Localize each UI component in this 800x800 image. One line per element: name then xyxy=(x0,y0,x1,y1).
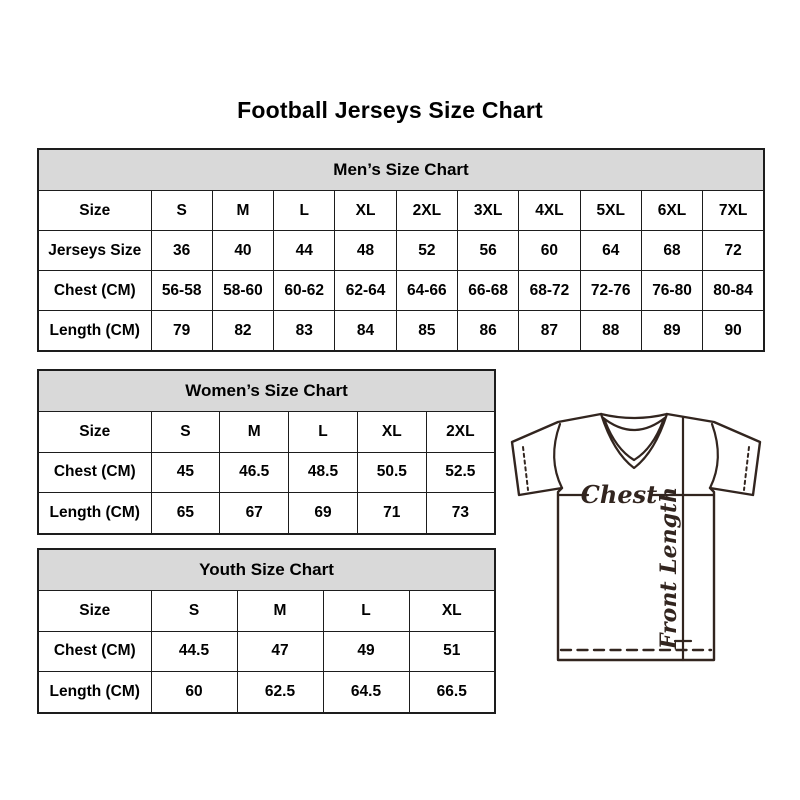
youth-size-chart-table xyxy=(37,548,496,714)
table-cell: 88 xyxy=(580,311,641,352)
table-cell: 79 xyxy=(151,311,212,352)
row-label: Length (CM) xyxy=(38,672,151,713)
table-cell: 49 xyxy=(323,631,409,672)
table-cell: 40 xyxy=(212,231,273,271)
table-cell: 45 xyxy=(151,452,220,493)
front-length-measure-label: Front Length xyxy=(656,486,682,650)
table-cell: S xyxy=(151,191,212,231)
row-label: Size xyxy=(38,412,151,453)
table-cell: 66-68 xyxy=(457,271,518,311)
table-cell: 76-80 xyxy=(641,271,702,311)
table-cell: 7XL xyxy=(703,191,764,231)
table-cell: 3XL xyxy=(457,191,518,231)
table-cell: 60-62 xyxy=(274,271,335,311)
table-cell: 85 xyxy=(396,311,457,352)
table-cell: 51 xyxy=(409,631,495,672)
left-armhole-seam xyxy=(554,424,562,488)
table-row xyxy=(38,631,495,672)
table-cell: 64-66 xyxy=(396,271,457,311)
right-armhole-seam xyxy=(710,424,718,488)
table-cell: 83 xyxy=(274,311,335,352)
table-row xyxy=(38,231,764,271)
jersey-measurement-diagram xyxy=(504,396,776,672)
table-cell: 52.5 xyxy=(426,452,495,493)
table-cell: 68-72 xyxy=(519,271,580,311)
womens-size-chart-table xyxy=(37,369,496,535)
table-cell: 44.5 xyxy=(151,631,237,672)
table-cell: 48.5 xyxy=(289,452,358,493)
table-cell: 6XL xyxy=(641,191,702,231)
row-label: Length (CM) xyxy=(38,311,151,352)
table-cell: 50.5 xyxy=(357,452,426,493)
row-label: Chest (CM) xyxy=(38,631,151,672)
table-cell: 62.5 xyxy=(237,672,323,713)
table-header-row xyxy=(38,370,495,412)
table-cell: 62-64 xyxy=(335,271,396,311)
row-label: Chest (CM) xyxy=(38,271,151,311)
table-header-row xyxy=(38,549,495,591)
table-cell: 82 xyxy=(212,311,273,352)
row-label: Size xyxy=(38,191,151,231)
table-cell: 66.5 xyxy=(409,672,495,713)
table-cell: 73 xyxy=(426,493,495,534)
table-cell: 64.5 xyxy=(323,672,409,713)
table-title: Women’s Size Chart xyxy=(38,370,495,412)
table-cell: 71 xyxy=(357,493,426,534)
table-cell: 65 xyxy=(151,493,220,534)
table-cell: L xyxy=(289,412,358,453)
table-cell: 86 xyxy=(457,311,518,352)
row-label: Chest (CM) xyxy=(38,452,151,493)
table-cell: 56 xyxy=(457,231,518,271)
table-cell: M xyxy=(237,591,323,632)
table-cell: 5XL xyxy=(580,191,641,231)
table-cell: 68 xyxy=(641,231,702,271)
table-cell: 72-76 xyxy=(580,271,641,311)
table-cell: 64 xyxy=(580,231,641,271)
table-cell: 60 xyxy=(151,672,237,713)
table-cell: L xyxy=(323,591,409,632)
table-row xyxy=(38,672,495,713)
left-cuff-stitch xyxy=(523,447,528,490)
table-cell: L xyxy=(274,191,335,231)
row-label: Size xyxy=(38,591,151,632)
table-cell: 4XL xyxy=(519,191,580,231)
table-cell: 72 xyxy=(703,231,764,271)
table-title: Youth Size Chart xyxy=(38,549,495,591)
table-cell: 67 xyxy=(220,493,289,534)
table-cell: M xyxy=(212,191,273,231)
table-cell: 80-84 xyxy=(703,271,764,311)
jersey-outline xyxy=(512,414,760,660)
row-label: Length (CM) xyxy=(38,493,151,534)
mens-size-chart-table xyxy=(37,148,765,352)
table-cell: 89 xyxy=(641,311,702,352)
right-cuff-stitch xyxy=(744,447,749,490)
table-row xyxy=(38,591,495,632)
table-row xyxy=(38,493,495,534)
table-row xyxy=(38,452,495,493)
table-row xyxy=(38,271,764,311)
table-cell: 47 xyxy=(237,631,323,672)
table-row xyxy=(38,412,495,453)
table-cell: 84 xyxy=(335,311,396,352)
table-cell: 44 xyxy=(274,231,335,271)
table-cell: XL xyxy=(357,412,426,453)
jersey-collar xyxy=(601,414,667,468)
table-cell: 2XL xyxy=(426,412,495,453)
table-cell: 58-60 xyxy=(212,271,273,311)
table-cell: 60 xyxy=(519,231,580,271)
table-cell: 36 xyxy=(151,231,212,271)
table-cell: S xyxy=(151,412,220,453)
page-title: Football Jerseys Size Chart xyxy=(237,97,543,123)
table-cell: 48 xyxy=(335,231,396,271)
table-cell: 69 xyxy=(289,493,358,534)
table-cell: 52 xyxy=(396,231,457,271)
table-cell: 56-58 xyxy=(151,271,212,311)
table-cell: M xyxy=(220,412,289,453)
table-cell: S xyxy=(151,591,237,632)
table-cell: 87 xyxy=(519,311,580,352)
row-label: Jerseys Size xyxy=(38,231,151,271)
table-cell: 46.5 xyxy=(220,452,289,493)
table-cell: 2XL xyxy=(396,191,457,231)
table-row xyxy=(38,311,764,352)
table-header-row xyxy=(38,149,764,191)
table-cell: XL xyxy=(409,591,495,632)
table-title: Men’s Size Chart xyxy=(38,149,764,191)
chest-measure-label: Chest xyxy=(580,480,658,509)
table-cell: XL xyxy=(335,191,396,231)
table-cell: 90 xyxy=(703,311,764,352)
table-row xyxy=(38,191,764,231)
